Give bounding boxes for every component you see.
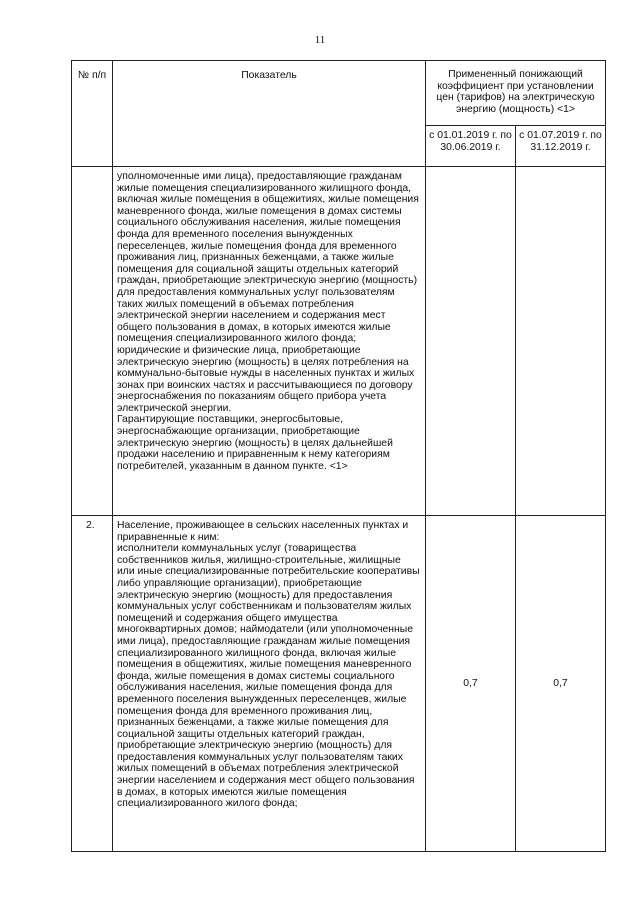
indicator-paragraph: исполнители коммунальных услуг (товарищества собственников жилья, жилищно-строительные, жилищные или иные специализированные потребительские кооперативы либо управляющие организации), приобретающие электрическую энергию (мощность) для предоставления коммунальных услуг собственникам и пользователям жилых помещений и содержания общего имущества многоквартирных домов; наймодатели (или уполномоченные ими лица), предоставляющие гражданам жилые помещения специализированного жилищного фонда, включая жилые помещения в общежитиях, жилые помещения маневренного фонда, жилые помещения в домах системы социального обслуживания населения, жилые помещения фонда для временного поселения вынужденных переселенцев, жилые помещения фонда для временного проживания лиц, признанных беженцами, а также жилые помещения для социальной защиты отдельных категорий граждан, приобретающие электрическую энергию (мощность) для предоставления коммунальных услуг пользователям таких жилых помещений в объемах потребления электрической энергии населением и содержания мест общего пользования в домах, в которых имеются жилые помещения специализированного жилого фонда; [117, 543, 420, 810]
indicator-paragraph: Гарантирующие поставщики, энергосбытовые, энергоснабжающие организации, приобретающие электрическую энергию (мощность) в целях дальнейшей продажи населению и приравненным к нему категориям потребителей, указанным в данном пункте. <1> [117, 414, 393, 472]
indicator-paragraph: юридические и физические лица, приобретающие электрическую энергию (мощность) в целях потребления на коммунально-бытовые нужды в населенных пунктах и жилых зонах при воинских частях и рассчитывающиеся по договору энергоснабжения по показаниям общего прибора учета электрической энергии. [117, 344, 415, 414]
header-number: № п/п [72, 61, 113, 167]
row-number: 2. [72, 516, 113, 852]
row-number [72, 167, 113, 516]
row-indicator [113, 167, 426, 516]
indicator-paragraph: уполномоченные ими лица), предоставляющие гражданам жилые помещения специализированного жилищного фонда, включая жилые помещения в общежитиях, жилые помещения маневренного фонда, жилые помещения в домах системы социального обслуживания населения, жилые помещения фонда для временного поселения вынужденных переселенцев, жилые помещения фонда для временного проживания лиц, признанных беженцами, а также жилые помещения для социальной защиты отдельных категорий граждан, приобретающие электрическую энергию (мощность) для предоставления коммунальных услуг пользователям таких жилых помещений в объемах потребления электрической энергии населением и содержания мест общего пользования в домах, в которых имеются жилые помещения специализированного жилого фонда; [117, 171, 419, 345]
header-period-2: с 01.07.2019 г. по 31.12.2019 г. [516, 126, 606, 167]
row-indicator [113, 516, 426, 852]
indicator-paragraph: Население, проживающее в сельских населенных пунктах и приравненные к ним: [117, 520, 409, 543]
header-indicator: Показатель [113, 61, 426, 167]
page-number: 11 [314, 34, 326, 46]
row-value-period-2 [516, 167, 606, 516]
table-row [72, 167, 606, 516]
table-row [72, 516, 606, 852]
row-value-period-1 [426, 167, 516, 516]
row-value-period-1: 0,7 [426, 516, 516, 852]
header-period-1: с 01.01.2019 г. по 30.06.2019 г. [426, 126, 516, 167]
coefficient-table [71, 60, 606, 852]
row-value-period-2: 0,7 [516, 516, 606, 852]
header-coefficient: Примененный понижающий коэффициент при установлении цен (тарифов) на электрическую энергию (мощность) <1> [426, 61, 606, 126]
